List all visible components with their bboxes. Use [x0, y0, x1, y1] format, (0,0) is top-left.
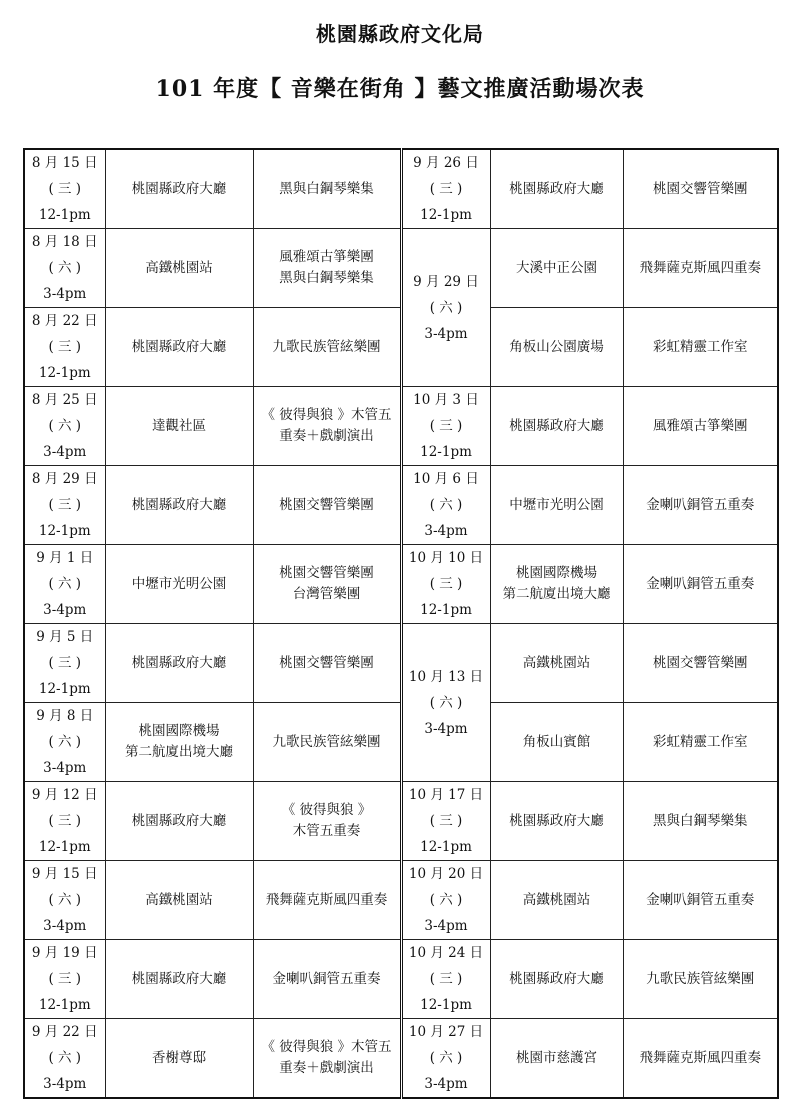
time-text: 12-1pm: [420, 444, 472, 460]
date-cell: [24, 861, 105, 940]
date-cell: [401, 1019, 490, 1099]
venue-cell-line: 桃園縣政府大廳: [131, 496, 227, 513]
weekday-text: ( 六 ): [429, 694, 463, 711]
time-text: 3-4pm: [424, 523, 468, 539]
performer-cell-line: 彩虹精靈工作室: [653, 338, 748, 355]
date-text: 9 月 12 日: [31, 787, 98, 803]
weekday-text: ( 三 ): [48, 339, 82, 355]
performer-cell: [253, 1019, 401, 1099]
weekday-text: ( 六 ): [429, 892, 463, 908]
performer-cell-line: 飛舞薩克斯風四重奏: [639, 1049, 761, 1066]
weekday-text: ( 六 ): [48, 576, 82, 592]
performer-cell-line: 桃園交響管樂團: [653, 180, 748, 197]
performer-cell: [253, 308, 401, 387]
performer-cell-line: 飛舞薩克斯風四重奏: [265, 891, 388, 908]
time-text: 12-1pm: [420, 839, 472, 855]
weekday-text: ( 六 ): [48, 734, 82, 750]
performer-cell: [623, 308, 778, 387]
time-text: 3-4pm: [43, 444, 87, 460]
venue-cell: [105, 782, 253, 861]
performer-cell: [253, 861, 401, 940]
table-row: [24, 624, 778, 703]
performer-cell-line: 台灣管樂團: [292, 586, 361, 602]
performer-cell-line: 金喇叭銅管五重奏: [646, 575, 755, 592]
date-text: 10 月 24 日: [408, 945, 484, 961]
time-text: 12-1pm: [38, 997, 91, 1013]
table-row: [24, 387, 778, 466]
performer-cell-line: 木管五重奏: [292, 823, 361, 839]
date-cell: [24, 940, 105, 1019]
time-text: 3-4pm: [424, 325, 468, 342]
performer-cell-line: 風雅頌古箏樂團: [653, 417, 748, 434]
date-cell: [401, 387, 490, 466]
performer-cell: [623, 624, 778, 703]
performer-cell: [253, 229, 401, 308]
venue-cell-line: 高鐵桃園站: [145, 891, 213, 908]
venue-cell-line: 桃園縣政府大廳: [509, 180, 604, 197]
performer-cell-line: 桃園交響管樂團: [279, 565, 374, 581]
performer-cell-line: 重奏＋戲劇演出: [279, 1060, 374, 1076]
venue-cell-line: 桃園縣政府大廳: [509, 812, 604, 829]
weekday-text: ( 三 ): [48, 971, 82, 987]
venue-cell: [105, 861, 253, 940]
venue-cell: [105, 387, 253, 466]
venue-cell: [490, 1019, 623, 1099]
performer-cell: [623, 149, 778, 229]
venue-cell-line: 角板山公園廣場: [509, 338, 604, 355]
date-cell: [401, 624, 490, 782]
date-text: 8 月 22 日: [31, 313, 98, 329]
date-cell: [24, 782, 105, 861]
performer-cell: [623, 229, 778, 308]
performer-cell-line: 金喇叭銅管五重奏: [646, 891, 755, 908]
weekday-text: ( 六 ): [429, 1050, 463, 1066]
venue-cell: [105, 229, 253, 308]
time-text: 12-1pm: [38, 681, 91, 697]
table-row: [24, 940, 778, 1019]
venue-cell-line: 第二航廈出境大廳: [125, 744, 233, 760]
weekday-text: ( 三 ): [48, 181, 82, 197]
weekday-text: ( 六 ): [429, 299, 463, 316]
performer-cell: [623, 782, 778, 861]
date-text: 9 月 5 日: [36, 629, 94, 645]
performer-cell: [253, 545, 401, 624]
table-row: [24, 149, 778, 229]
venue-cell: [105, 1019, 253, 1099]
date-text: 10 月 17 日: [408, 787, 484, 803]
performer-cell-line: 風雅頌古箏樂團: [279, 249, 374, 265]
venue-cell: [490, 703, 623, 782]
performer-cell-line: 彩虹精靈工作室: [653, 733, 748, 750]
date-text: 10 月 27 日: [408, 1024, 484, 1040]
performer-cell-line: 九歌民族管絃樂團: [272, 338, 381, 355]
performer-cell: [253, 466, 401, 545]
venue-cell-line: 桃園縣政府大廳: [131, 970, 227, 987]
date-cell: [401, 545, 490, 624]
performer-cell-line: 《 彼得與狼 》木管五: [261, 1039, 392, 1055]
performer-cell-line: 九歌民族管絃樂團: [272, 733, 381, 750]
performer-cell-line: 金喇叭銅管五重奏: [646, 496, 755, 513]
venue-cell: [105, 466, 253, 545]
date-cell: [401, 149, 490, 229]
performer-cell: [623, 545, 778, 624]
date-cell: [24, 466, 105, 545]
date-cell: [24, 149, 105, 229]
document-title: 桃園縣政府文化局: [316, 22, 484, 46]
venue-cell: [490, 782, 623, 861]
performer-cell: [623, 387, 778, 466]
venue-cell: [105, 940, 253, 1019]
venue-cell: [490, 149, 623, 229]
venue-cell: [490, 229, 623, 308]
date-cell: [24, 229, 105, 308]
date-text: 9 月 22 日: [31, 1024, 98, 1040]
time-text: 3-4pm: [43, 1076, 87, 1092]
venue-cell-line: 第二航廈出境大廳: [502, 586, 611, 602]
performer-cell-line: 金喇叭銅管五重奏: [272, 970, 381, 987]
date-cell: [24, 387, 105, 466]
performer-cell-line: 《 彼得與狼 》: [281, 802, 372, 818]
date-text: 8 月 18 日: [31, 234, 98, 250]
performer-cell-line: 黑與白鋼琴樂集: [279, 180, 374, 197]
weekday-text: ( 三 ): [48, 497, 82, 513]
time-text: 3-4pm: [424, 1076, 468, 1092]
venue-cell: [105, 308, 253, 387]
weekday-text: ( 三 ): [48, 813, 82, 829]
time-text: 12-1pm: [38, 207, 91, 223]
performer-cell: [253, 387, 401, 466]
date-text: 8 月 29 日: [31, 471, 98, 487]
table-row: [24, 1019, 778, 1099]
venue-cell-line: 桃園國際機場: [516, 565, 597, 581]
performer-cell-line: 桃園交響管樂團: [279, 496, 374, 513]
time-text: 12-1pm: [38, 523, 91, 539]
performer-cell: [253, 940, 401, 1019]
venue-cell-line: 桃園縣政府大廳: [131, 654, 227, 671]
time-text: 12-1pm: [420, 997, 472, 1013]
date-cell: [401, 861, 490, 940]
date-text: 8 月 25 日: [31, 392, 98, 408]
date-text: 10 月 3 日: [413, 392, 479, 408]
date-cell: [24, 624, 105, 703]
performer-cell-line: 黑與白鋼琴樂集: [653, 812, 748, 829]
table-row: [24, 229, 778, 308]
performer-cell-line: 飛舞薩克斯風四重奏: [639, 259, 761, 276]
date-text: 10 月 13 日: [408, 668, 484, 685]
performer-cell: [253, 703, 401, 782]
time-text: 12-1pm: [38, 365, 91, 381]
weekday-text: ( 三 ): [429, 181, 463, 197]
date-text: 9 月 19 日: [31, 945, 98, 961]
time-text: 3-4pm: [43, 918, 87, 934]
time-text: 3-4pm: [43, 602, 87, 618]
venue-cell: [105, 149, 253, 229]
venue-cell-line: 中壢市光明公園: [509, 496, 604, 513]
performer-cell-line: 重奏＋戲劇演出: [279, 428, 374, 444]
weekday-text: ( 六 ): [48, 1050, 82, 1066]
weekday-text: ( 六 ): [48, 260, 82, 276]
performer-cell-line: 九歌民族管絃樂團: [646, 970, 755, 987]
date-text: 10 月 20 日: [408, 866, 484, 882]
date-cell: [24, 1019, 105, 1099]
date-text: 9 月 26 日: [413, 155, 479, 171]
date-cell: [24, 308, 105, 387]
time-text: 12-1pm: [420, 207, 472, 223]
venue-cell-line: 桃園國際機場: [138, 723, 220, 739]
date-cell: [401, 466, 490, 545]
date-text: 10 月 6 日: [413, 471, 479, 487]
weekday-text: ( 三 ): [429, 971, 463, 987]
venue-cell: [105, 624, 253, 703]
date-text: 9 月 1 日: [36, 550, 94, 566]
venue-cell: [490, 624, 623, 703]
performer-cell-line: 《 彼得與狼 》木管五: [261, 407, 392, 423]
performer-cell: [253, 782, 401, 861]
date-cell: [401, 229, 490, 387]
performer-cell-line: 桃園交響管樂團: [279, 654, 374, 671]
date-cell: [401, 782, 490, 861]
venue-cell-line: 桃園縣政府大廳: [131, 180, 227, 197]
performer-cell-line: 桃園交響管樂團: [653, 654, 748, 671]
table-row: [24, 466, 778, 545]
venue-cell-line: 桃園縣政府大廳: [131, 338, 227, 355]
date-text: 8 月 15 日: [31, 155, 98, 171]
venue-cell-line: 中壢市光明公園: [131, 575, 227, 592]
weekday-text: ( 六 ): [48, 892, 82, 908]
venue-cell: [490, 940, 623, 1019]
weekday-text: ( 六 ): [429, 497, 463, 513]
venue-cell-line: 香榭尊邸: [152, 1049, 206, 1066]
table-row: [24, 545, 778, 624]
date-cell: [24, 703, 105, 782]
venue-cell-line: 高鐵桃園站: [145, 259, 213, 276]
performer-cell: [623, 703, 778, 782]
venue-cell-line: 高鐵桃園站: [522, 654, 591, 671]
venue-cell: [490, 387, 623, 466]
date-cell: [401, 940, 490, 1019]
weekday-text: ( 六 ): [48, 418, 82, 434]
performer-cell: [253, 149, 401, 229]
performer-cell: [623, 466, 778, 545]
performer-cell: [623, 1019, 778, 1099]
time-text: 3-4pm: [424, 720, 468, 737]
time-text: 3-4pm: [424, 918, 468, 934]
venue-cell-line: 角板山賓館: [522, 733, 591, 750]
date-text: 10 月 10 日: [408, 550, 484, 566]
date-cell: [24, 545, 105, 624]
venue-cell-line: 桃園縣政府大廳: [509, 970, 604, 987]
performer-cell: [253, 624, 401, 703]
time-text: 12-1pm: [38, 839, 91, 855]
time-text: 3-4pm: [43, 760, 87, 776]
date-text: 9 月 15 日: [31, 866, 98, 882]
date-text: 9 月 29 日: [413, 273, 479, 290]
venue-cell: [490, 861, 623, 940]
weekday-text: ( 三 ): [429, 418, 463, 434]
venue-cell-line: 大溪中正公園: [516, 259, 597, 276]
performer-cell: [623, 940, 778, 1019]
performer-cell-line: 黑與白鋼琴樂集: [279, 270, 374, 286]
venue-cell: [105, 703, 253, 782]
date-text: 9 月 8 日: [36, 708, 94, 724]
venue-cell-line: 桃園縣政府大廳: [509, 417, 604, 434]
venue-cell-line: 高鐵桃園站: [522, 891, 591, 908]
venue-cell: [490, 466, 623, 545]
time-text: 3-4pm: [43, 286, 87, 302]
performer-cell: [623, 861, 778, 940]
weekday-text: ( 三 ): [429, 576, 463, 592]
venue-cell-line: 桃園市慈護宮: [516, 1049, 597, 1066]
venue-cell-line: 達觀社區: [152, 417, 206, 434]
venue-cell: [105, 545, 253, 624]
weekday-text: ( 三 ): [48, 655, 82, 671]
table-row: [24, 782, 778, 861]
weekday-text: ( 三 ): [429, 813, 463, 829]
venue-cell-line: 桃園縣政府大廳: [131, 812, 227, 829]
schedule-table: [23, 148, 779, 1099]
document-subtitle: 101 年度【 音樂在街角 】藝文推廣活動場次表: [155, 76, 645, 102]
table-row: [24, 861, 778, 940]
venue-cell: [490, 545, 623, 624]
time-text: 12-1pm: [420, 602, 472, 618]
venue-cell: [490, 308, 623, 387]
